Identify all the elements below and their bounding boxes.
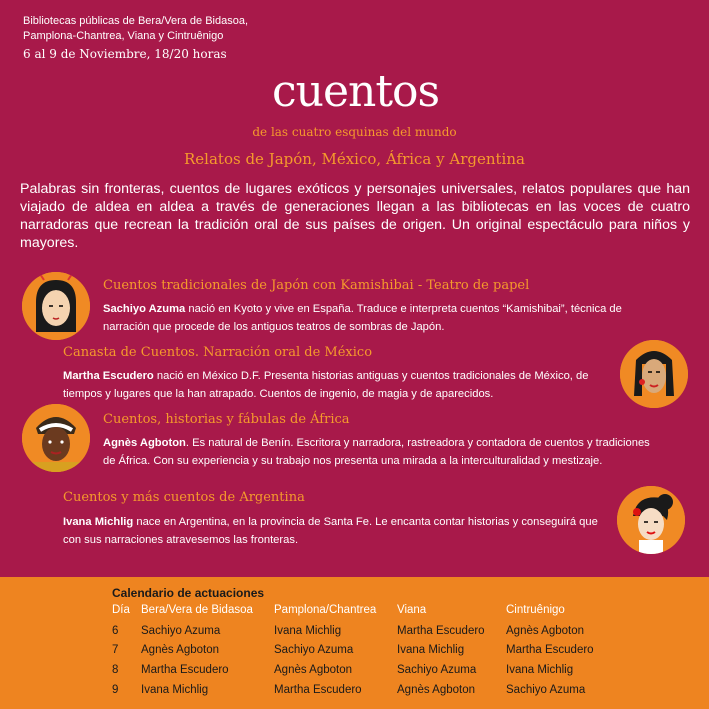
calendar-cell: Sachiyo Azuma	[274, 644, 354, 656]
calendar-cell: Agnès Agboton	[397, 684, 476, 696]
calendar-cell: Martha Escudero	[397, 625, 485, 637]
calendar-cell: 6	[112, 625, 119, 637]
calendar-cell: Sachiyo Azuma	[506, 684, 586, 696]
storyteller-title-argentina: Cuentos y más cuentos de Argentina	[63, 490, 305, 505]
japanese-woman-portrait-icon	[22, 272, 90, 340]
storyteller-body-africa	[103, 434, 651, 470]
calendar-cell: Agnès Agboton	[141, 644, 220, 656]
storyteller-name: Ivana Michlig	[63, 516, 134, 528]
calendar-header-pamplona: Pamplona/Chantrea	[274, 604, 377, 616]
title-subtitle: de las cuatro esquinas del mundo	[252, 125, 457, 139]
relatos-heading: Relatos de Japón, México, África y Argentina	[184, 150, 525, 168]
event-dates: 6 al 9 de Noviembre, 18/20 horas	[23, 47, 227, 61]
storyteller-text: nació en Kyoto y vive en España. Traduce e interpreta cuentos “Kamishibai”, técnica de narración que procede de los antiguos teatros de sombras de Japón.	[103, 303, 622, 333]
intro-paragraph: Palabras sin fronteras, cuentos de lugares exóticos y personajes universales, relatos populares que han viajado de aldea en aldea a través de generaciones llegan a las bibliotecas en las voces de cuatro narradoras que recrean la tradición oral de sus países de origen. Un original espectáculo para niños y mayores.	[20, 181, 690, 251]
calendar-cell: Martha Escudero	[274, 684, 362, 696]
calendar-cell: Sachiyo Azuma	[141, 625, 221, 637]
venue-line-2: Pamplona-Chantrea, Viana y Cintruênigo	[23, 30, 224, 42]
storyteller-body-mexico	[63, 367, 615, 403]
calendar-header-day: Día	[112, 604, 130, 616]
argentine-woman-portrait-icon	[617, 486, 685, 554]
storyteller-title-japan: Cuentos tradicionales de Japón con Kamishibai - Teatro de papel	[103, 278, 530, 293]
storyteller-body-argentina	[63, 513, 615, 549]
storyteller-title-africa: Cuentos, historias y fábulas de África	[103, 412, 350, 427]
storyteller-text: nació en México D.F. Presenta historias antiguas y cuentos tradicionales de México, de tiempos y lugares que la han atrapado. Cuentos de ingenio, de magia y de aparecidos.	[63, 370, 589, 400]
cuentos-logo	[268, 58, 448, 128]
logo-text: cuentos	[272, 66, 440, 117]
calendar-cell: Martha Escudero	[141, 664, 229, 676]
calendar-header-bera: Bera/Vera de Bidasoa	[141, 604, 253, 616]
calendar-cell: Ivana Michlig	[397, 644, 465, 656]
calendar-cell: Agnès Agboton	[506, 625, 585, 637]
venue-list	[23, 14, 248, 44]
calendar-header-viana: Viana	[397, 604, 427, 616]
storyteller-name: Sachiyo Azuma	[103, 303, 186, 315]
mexican-woman-portrait-icon	[620, 340, 688, 408]
calendar-cell: Ivana Michlig	[506, 664, 574, 676]
calendar-cell: 7	[112, 644, 119, 656]
calendar-cell: Martha Escudero	[506, 644, 594, 656]
calendar-cell: Sachiyo Azuma	[397, 664, 477, 676]
calendar-cell: Ivana Michlig	[274, 625, 342, 637]
venue-line-1: Bibliotecas públicas de Bera/Vera de Bidasoa,	[23, 15, 249, 27]
african-woman-portrait-icon	[22, 404, 90, 472]
storyteller-name: Agnès Agboton	[103, 437, 186, 449]
storyteller-title-mexico: Canasta de Cuentos. Narración oral de México	[63, 345, 373, 360]
calendar-cell: 8	[112, 664, 119, 676]
storyteller-text: nace en Argentina, en la provincia de Santa Fe. Le encanta contar historias y conseguirá que con sus narraciones atravesemos las fronteras.	[63, 516, 598, 546]
calendar-cell: 9	[112, 684, 119, 696]
calendar-header-cintruenigo: Cintruênigo	[506, 604, 565, 616]
calendar-cell: Agnès Agboton	[274, 664, 353, 676]
calendar-title: Calendario de actuaciones	[112, 586, 265, 600]
storyteller-text: . Es natural de Benín. Escritora y narradora, rastreadora y contadora de cuentos y tradiciones de África. Con su experiencia y su trabajo nos presenta una mirada a la interculturalidad y mestizaje.	[103, 437, 650, 467]
storyteller-body-japan	[103, 300, 663, 336]
storyteller-name: Martha Escudero	[63, 370, 154, 382]
calendar-cell: Ivana Michlig	[141, 684, 209, 696]
